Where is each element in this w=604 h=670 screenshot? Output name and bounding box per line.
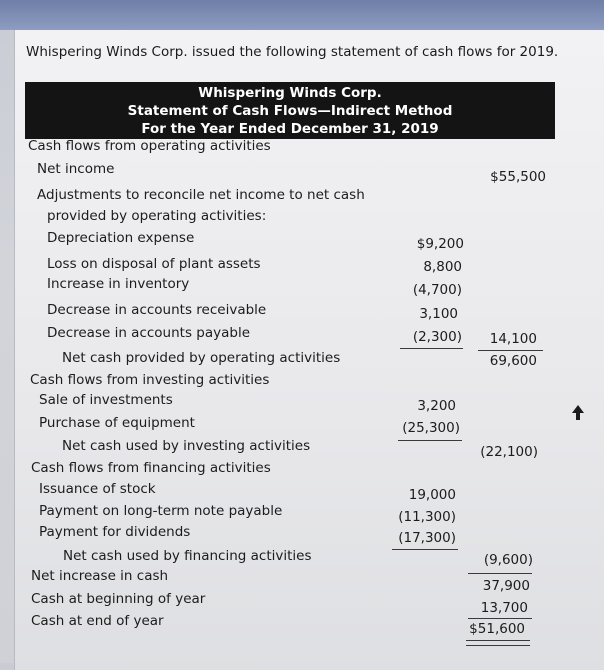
note-payable-amount: (11,300) bbox=[398, 509, 456, 525]
purchase-equipment-amount: (25,300) bbox=[402, 420, 460, 436]
net-increase-label: Net increase in cash bbox=[31, 568, 169, 584]
net-financing-amount: (9,600) bbox=[483, 552, 533, 568]
rule-operating-items bbox=[400, 348, 463, 349]
note-payable-label: Payment on long-term note payable bbox=[39, 503, 283, 519]
receivable-label: Decrease in accounts receivable bbox=[47, 302, 267, 318]
depreciation-amount: $9,200 bbox=[416, 236, 464, 252]
net-increase-amount: 37,900 bbox=[482, 578, 530, 594]
issuance-stock-amount: 19,000 bbox=[408, 487, 456, 503]
cash-end-label: Cash at end of year bbox=[31, 613, 164, 629]
depreciation-label: Depreciation expense bbox=[47, 230, 195, 246]
rule-beginning-cash bbox=[468, 618, 532, 619]
adjustments-label-2: provided by operating activities: bbox=[47, 208, 267, 224]
dividends-label: Payment for dividends bbox=[39, 524, 191, 540]
purchase-equipment-label: Purchase of equipment bbox=[39, 415, 195, 431]
rule-investing-items bbox=[398, 440, 462, 441]
inventory-amount: (4,700) bbox=[412, 282, 462, 298]
financing-heading: Cash flows from financing activities bbox=[31, 460, 271, 476]
payable-label: Decrease in accounts payable bbox=[47, 325, 251, 341]
payable-amount: (2,300) bbox=[412, 329, 462, 345]
statement-period: For the Year Ended December 31, 2019 bbox=[141, 121, 439, 137]
net-operating-label: Net cash provided by operating activities bbox=[62, 350, 341, 366]
net-investing-amount: (22,100) bbox=[480, 444, 538, 460]
investing-heading: Cash flows from investing activities bbox=[30, 372, 270, 388]
operating-heading: Cash flows from operating activities bbox=[28, 138, 271, 154]
receivable-amount: 3,100 bbox=[419, 306, 458, 322]
sale-investments-amount: 3,200 bbox=[417, 398, 456, 414]
net-operating-amount: 69,600 bbox=[489, 353, 537, 369]
company-name: Whispering Winds Corp. bbox=[198, 85, 382, 101]
inventory-label: Increase in inventory bbox=[47, 276, 190, 292]
intro-text: Whispering Winds Corp. issued the following statement of cash flows for 2019. bbox=[26, 44, 559, 60]
cash-end-amount: $51,600 bbox=[469, 621, 525, 637]
sale-investments-label: Sale of investments bbox=[39, 392, 173, 408]
rule-financing-total bbox=[468, 573, 532, 574]
double-rule-end-cash bbox=[466, 640, 530, 646]
net-financing-label: Net cash used by financing activities bbox=[63, 548, 312, 564]
loss-disposal-label: Loss on disposal of plant assets bbox=[47, 256, 261, 272]
rule-operating-total bbox=[478, 350, 543, 351]
adjustments-label: Adjustments to reconcile net income to net cash bbox=[37, 187, 365, 203]
cash-beginning-label: Cash at beginning of year bbox=[31, 591, 206, 607]
cash-beginning-amount: 13,700 bbox=[480, 600, 528, 616]
net-income-amount: $55,500 bbox=[490, 169, 546, 185]
statement-header bbox=[25, 82, 555, 139]
top-bar bbox=[0, 0, 604, 30]
loss-disposal-amount: 8,800 bbox=[423, 259, 462, 275]
statement-title: Statement of Cash Flows—Indirect Method bbox=[127, 103, 453, 119]
issuance-stock-label: Issuance of stock bbox=[39, 481, 156, 497]
net-investing-label: Net cash used by investing activities bbox=[62, 438, 311, 454]
adjustments-total: 14,100 bbox=[489, 331, 537, 347]
dividends-amount: (17,300) bbox=[398, 530, 456, 546]
net-income-label: Net income bbox=[37, 161, 115, 177]
rule-financing-items bbox=[392, 549, 458, 550]
